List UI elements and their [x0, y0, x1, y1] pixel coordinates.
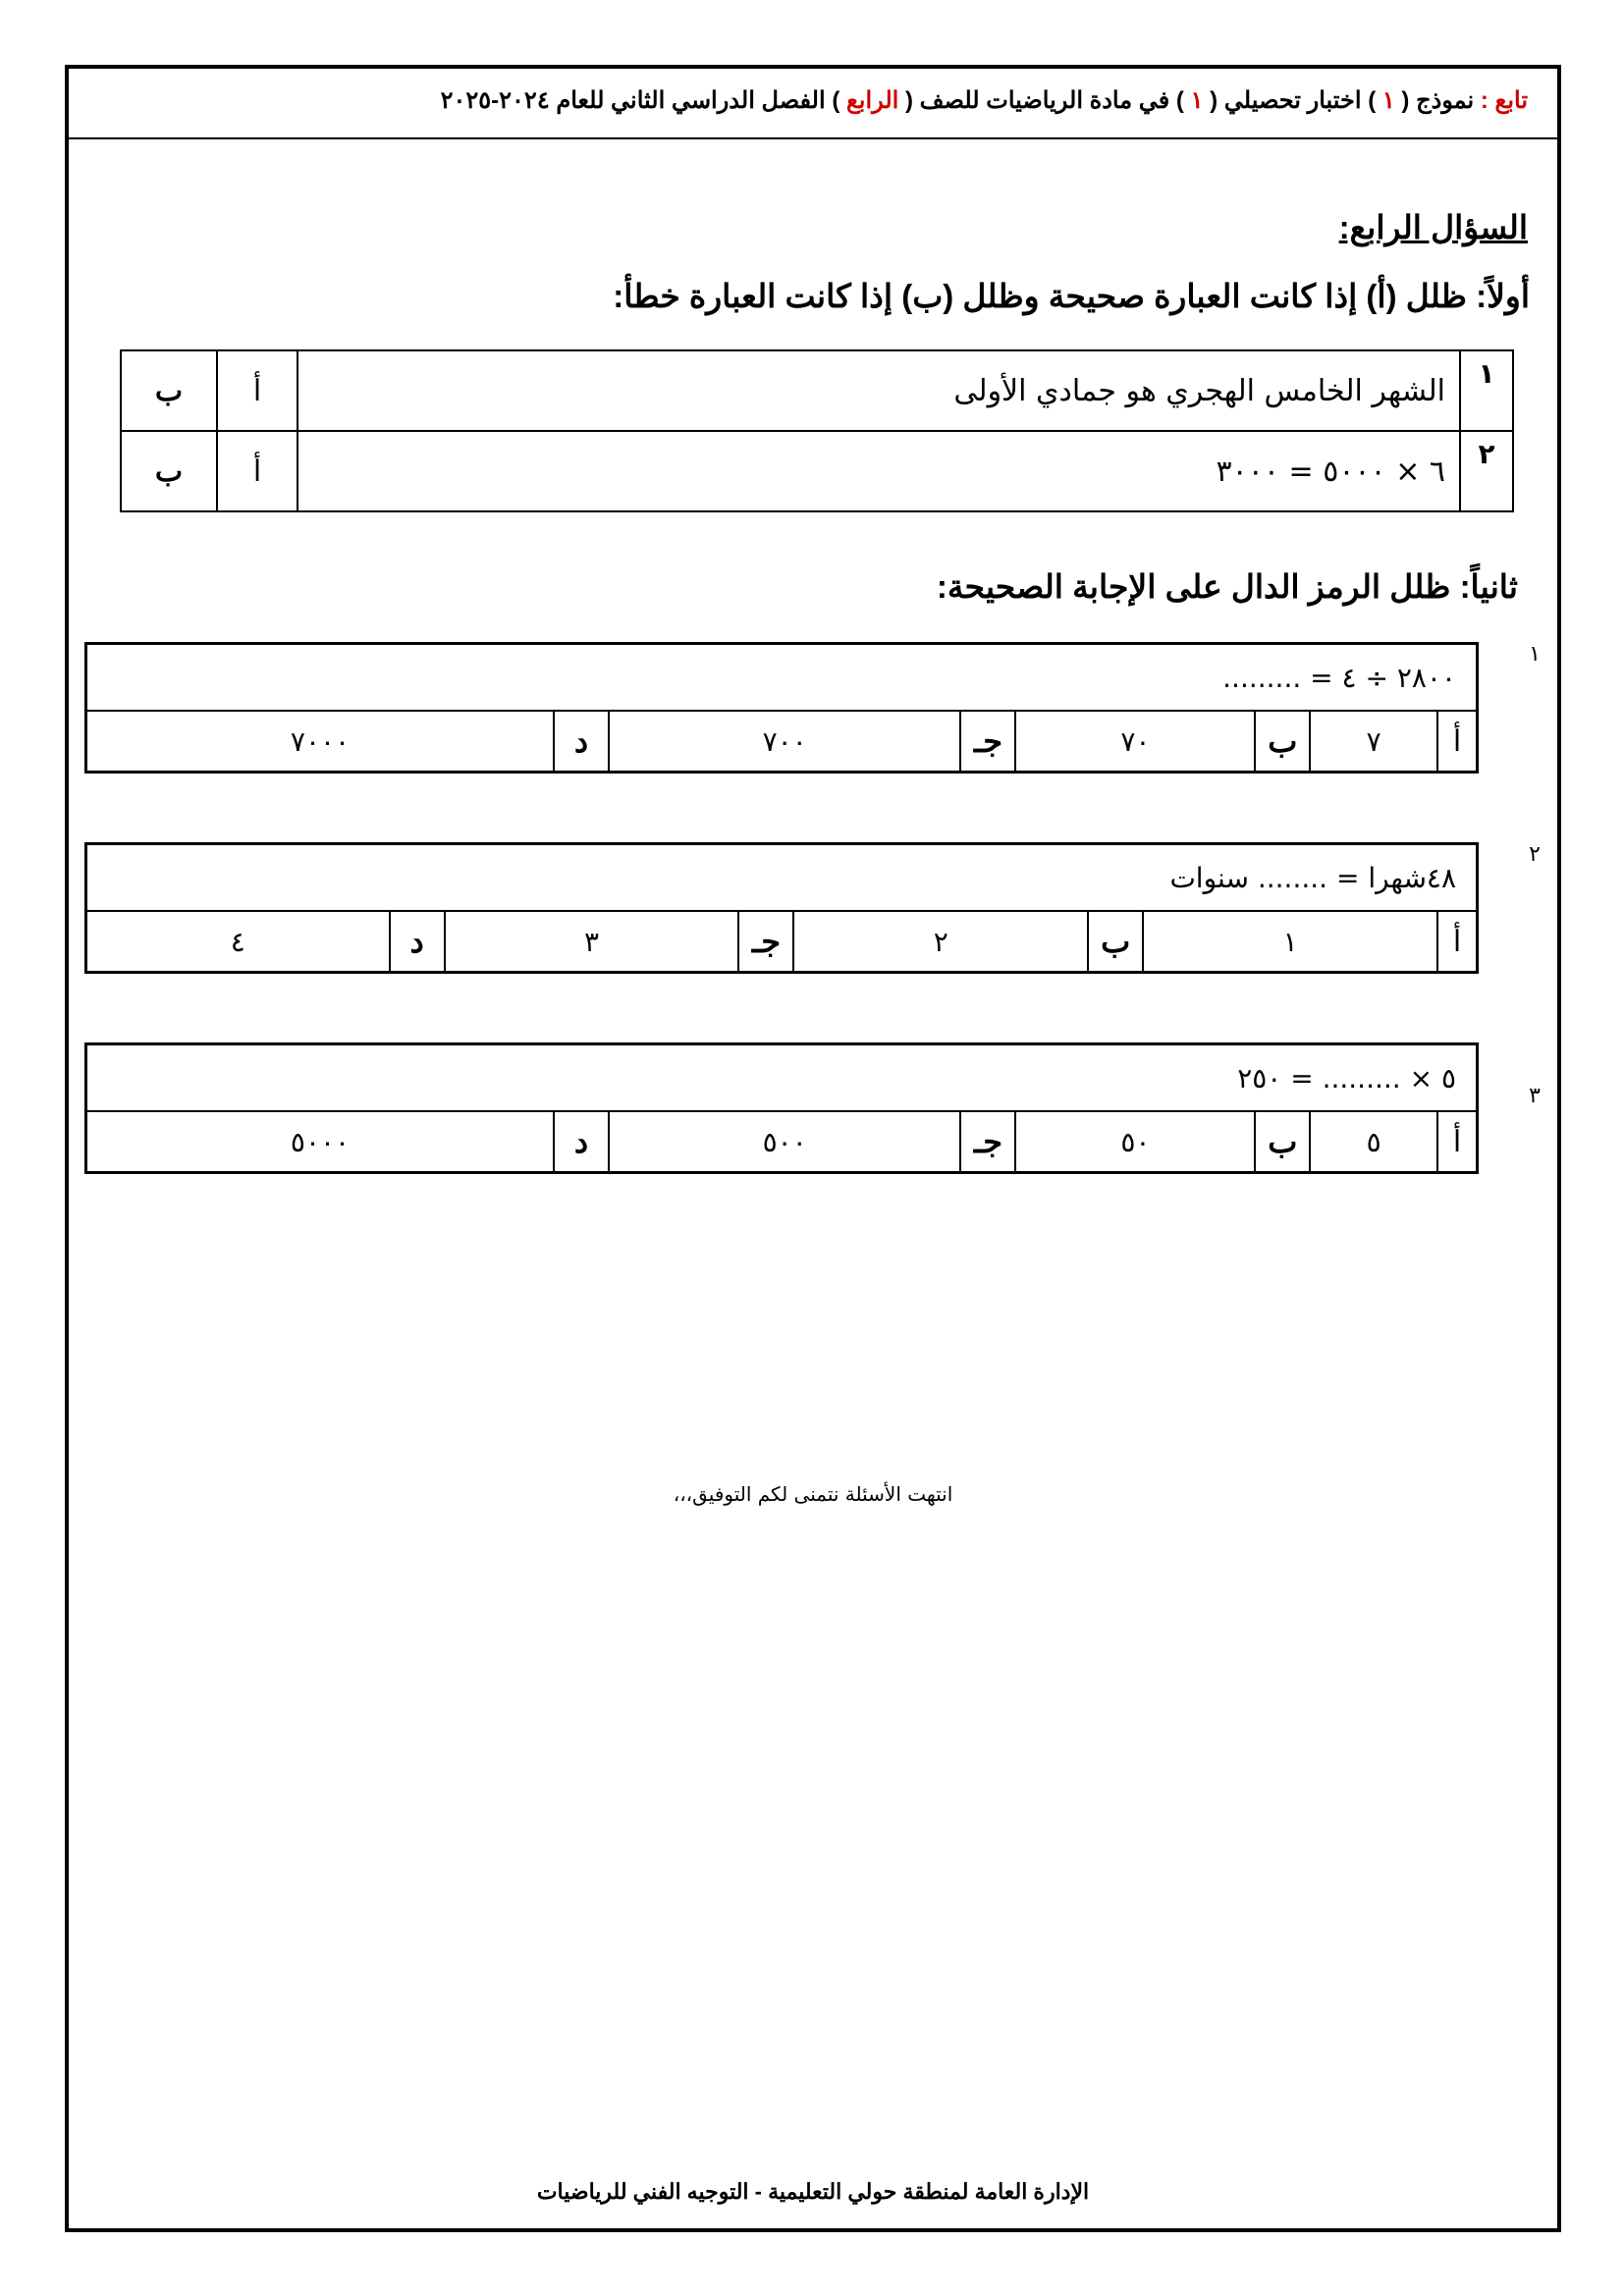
tf-row-number: ١ — [1460, 350, 1513, 431]
tf-option-a[interactable]: أ — [217, 350, 298, 431]
table-row — [86, 911, 1478, 973]
mc-option-value: ٧٠٠٠ — [86, 711, 555, 773]
header-part1: نموذج ( — [1394, 87, 1481, 114]
header-part2: ) اختبار تحصيلي ( — [1203, 87, 1382, 114]
header-part4: ) الفصل الدراسي الثاني للعام ٢٠٢٤-٢٠٢٥ — [440, 87, 846, 114]
header-prefix: تابع : — [1480, 87, 1528, 114]
mc-option-label[interactable]: جـ — [960, 1111, 1015, 1173]
table-row — [86, 1044, 1478, 1112]
mc-option-value: ٧٠ — [1015, 711, 1255, 773]
table-row — [121, 350, 1513, 431]
mc-option-value: ٥٠٠٠ — [86, 1111, 555, 1173]
section1-title: أولاً: ظلل (أ) إذا كانت العبارة صحيحة وظلل (ب) إذا كانت العبارة خطأ: — [613, 278, 1530, 314]
mc-option-value: ١ — [1143, 911, 1437, 973]
closing-note: انتهت الأسئلة نتمنى لكم التوفيق،،، — [673, 1482, 953, 1506]
mc-option-value: ٢ — [793, 911, 1088, 973]
table-row — [86, 644, 1478, 712]
table-row — [86, 1111, 1478, 1173]
mc-option-label[interactable]: ب — [1255, 1111, 1310, 1173]
table-row — [121, 431, 1513, 511]
table-row — [86, 711, 1478, 773]
tf-statement: ٦ × ٥٠٠٠ = ٣٠٠٠ — [298, 431, 1460, 511]
tf-option-b[interactable]: ب — [121, 350, 217, 431]
mc-option-label[interactable]: أ — [1437, 911, 1478, 973]
mc-question-text: ٥ × ......... = ٢٥٠ — [86, 1044, 1478, 1112]
mc-option-label[interactable]: ب — [1255, 711, 1310, 773]
mc-question-text: ٢٨٠٠ ÷ ٤ = ......... — [86, 644, 1478, 712]
mc-option-label[interactable]: د — [554, 711, 609, 773]
true-false-table — [120, 349, 1514, 512]
mc-question-table — [84, 1042, 1479, 1174]
tf-row-number: ٢ — [1460, 431, 1513, 511]
mc-option-label[interactable]: د — [390, 911, 445, 973]
mc-option-label[interactable]: أ — [1437, 1111, 1478, 1173]
mc-option-value: ٧٠٠ — [609, 711, 960, 773]
mc-question-table — [84, 842, 1479, 974]
mc-option-label[interactable]: أ — [1437, 711, 1478, 773]
tf-statement: الشهر الخامس الهجري هو جمادي الأولى — [298, 350, 1460, 431]
mc-option-label[interactable]: جـ — [738, 911, 793, 973]
page-footer: الإدارة العامة لمنطقة حولي التعليمية - التوجيه الفني للرياضيات — [536, 2179, 1090, 2204]
mc-question-table — [84, 642, 1479, 774]
mc-option-value: ٥٠ — [1015, 1111, 1255, 1173]
header-grade: الرابع — [846, 87, 899, 114]
table-row — [86, 844, 1478, 912]
question-title: السؤال الرابع: — [1338, 209, 1528, 245]
mc-option-label[interactable]: د — [554, 1111, 609, 1173]
page-frame — [65, 65, 1561, 2232]
mc-option-value: ٧ — [1310, 711, 1437, 773]
mc-question-number: ٢ — [1529, 842, 1541, 867]
section2-title: ثانياً: ظلل الرمز الدال على الإجابة الصحيحة: — [936, 568, 1518, 605]
mc-question-number: ١ — [1529, 642, 1541, 667]
mc-option-value: ٥٠٠ — [609, 1111, 960, 1173]
mc-option-value: ٥ — [1310, 1111, 1437, 1173]
tf-option-a[interactable]: أ — [217, 431, 298, 511]
mc-option-label[interactable]: ب — [1088, 911, 1143, 973]
mc-option-label[interactable]: جـ — [960, 711, 1015, 773]
mc-question-text: ٤٨شهرا = ........ سنوات — [86, 844, 1478, 912]
tf-option-b[interactable]: ب — [121, 431, 217, 511]
header-test-number: ١ — [1190, 87, 1204, 114]
mc-option-value: ٤ — [86, 911, 390, 973]
mc-question-number: ٣ — [1529, 1084, 1541, 1108]
exam-header — [69, 69, 1557, 139]
header-part3: ) في مادة الرياضيات للصف ( — [898, 87, 1191, 114]
mc-option-value: ٣ — [445, 911, 739, 973]
header-model-number: ١ — [1381, 87, 1395, 114]
